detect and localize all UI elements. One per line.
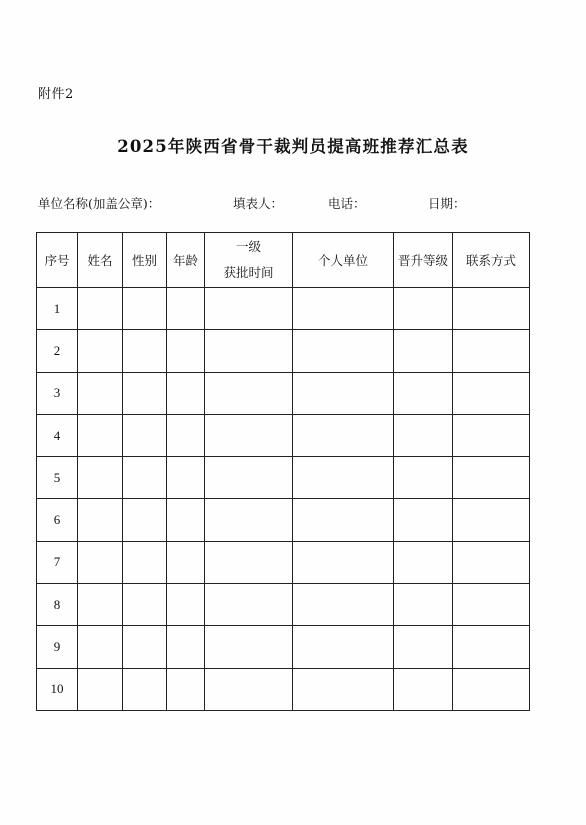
cell-promotion[interactable] (394, 668, 453, 710)
table-row (37, 541, 530, 583)
phone-label: 电话： (328, 196, 366, 211)
table-row (37, 288, 530, 330)
cell-gender[interactable] (123, 584, 167, 626)
cell-unit[interactable] (293, 584, 394, 626)
cell-index: 3 (37, 372, 78, 414)
header-index: 序号 (37, 233, 78, 288)
cell-gender[interactable] (123, 414, 167, 456)
table-row (37, 584, 530, 626)
cell-gender[interactable] (123, 499, 167, 541)
date-label: 日期： (428, 196, 466, 211)
cell-promotion[interactable] (394, 457, 453, 499)
header-level-approval-time (205, 233, 293, 288)
cell-promotion[interactable] (394, 584, 453, 626)
cell-name[interactable] (78, 668, 123, 710)
attachment-label: 附件2 (38, 87, 74, 102)
cell-contact[interactable] (453, 668, 530, 710)
unit-name-label: 单位名称(加盖公章)： (38, 196, 161, 211)
cell-contact[interactable] (453, 372, 530, 414)
header-level-line1: 一级 (235, 239, 261, 254)
table-row (37, 457, 530, 499)
table-row (37, 668, 530, 710)
page-title: 2025年陕西省骨干裁判员提高班推荐汇总表 (117, 137, 469, 156)
cell-unit[interactable] (293, 414, 394, 456)
cell-age[interactable] (167, 584, 205, 626)
cell-contact[interactable] (453, 626, 530, 668)
cell-approval-time[interactable] (205, 372, 293, 414)
cell-name[interactable] (78, 288, 123, 330)
header-promotion: 晋升等级 (394, 233, 453, 288)
cell-promotion[interactable] (394, 288, 453, 330)
cell-contact[interactable] (453, 330, 530, 372)
cell-approval-time[interactable] (205, 541, 293, 583)
table-row (37, 414, 530, 456)
cell-unit[interactable] (293, 288, 394, 330)
cell-contact[interactable] (453, 457, 530, 499)
cell-gender[interactable] (123, 288, 167, 330)
cell-name[interactable] (78, 457, 123, 499)
cell-approval-time[interactable] (205, 668, 293, 710)
cell-age[interactable] (167, 626, 205, 668)
cell-contact[interactable] (453, 414, 530, 456)
cell-age[interactable] (167, 457, 205, 499)
cell-name[interactable] (78, 541, 123, 583)
cell-contact[interactable] (453, 584, 530, 626)
cell-age[interactable] (167, 541, 205, 583)
cell-index: 1 (37, 288, 78, 330)
cell-promotion[interactable] (394, 626, 453, 668)
table-body (37, 288, 530, 711)
cell-approval-time[interactable] (205, 584, 293, 626)
cell-promotion[interactable] (394, 372, 453, 414)
cell-index: 5 (37, 457, 78, 499)
cell-name[interactable] (78, 414, 123, 456)
cell-promotion[interactable] (394, 541, 453, 583)
cell-age[interactable] (167, 372, 205, 414)
cell-unit[interactable] (293, 541, 394, 583)
cell-approval-time[interactable] (205, 288, 293, 330)
cell-gender[interactable] (123, 457, 167, 499)
cell-age[interactable] (167, 288, 205, 330)
cell-promotion[interactable] (394, 414, 453, 456)
table-row (37, 499, 530, 541)
cell-unit[interactable] (293, 499, 394, 541)
cell-age[interactable] (167, 668, 205, 710)
table-header-row (37, 233, 530, 288)
cell-contact[interactable] (453, 541, 530, 583)
cell-index: 10 (37, 668, 78, 710)
filler-label: 填表人： (233, 196, 284, 211)
cell-unit[interactable] (293, 372, 394, 414)
cell-unit[interactable] (293, 330, 394, 372)
cell-age[interactable] (167, 499, 205, 541)
cell-unit[interactable] (293, 457, 394, 499)
cell-name[interactable] (78, 584, 123, 626)
cell-gender[interactable] (123, 541, 167, 583)
cell-approval-time[interactable] (205, 457, 293, 499)
cell-index: 8 (37, 584, 78, 626)
header-gender: 性别 (123, 233, 167, 288)
cell-promotion[interactable] (394, 499, 453, 541)
cell-approval-time[interactable] (205, 414, 293, 456)
cell-name[interactable] (78, 626, 123, 668)
cell-age[interactable] (167, 330, 205, 372)
cell-gender[interactable] (123, 372, 167, 414)
cell-name[interactable] (78, 330, 123, 372)
header-name: 姓名 (78, 233, 123, 288)
cell-promotion[interactable] (394, 330, 453, 372)
cell-contact[interactable] (453, 288, 530, 330)
cell-index: 4 (37, 414, 78, 456)
recommendation-summary-table (36, 232, 530, 711)
cell-age[interactable] (167, 414, 205, 456)
table-row (37, 372, 530, 414)
table-row (37, 626, 530, 668)
cell-gender[interactable] (123, 626, 167, 668)
cell-contact[interactable] (453, 499, 530, 541)
cell-approval-time[interactable] (205, 499, 293, 541)
cell-name[interactable] (78, 499, 123, 541)
cell-approval-time[interactable] (205, 330, 293, 372)
header-level-line2: 获批时间 (223, 265, 274, 280)
cell-index: 6 (37, 499, 78, 541)
cell-index: 2 (37, 330, 78, 372)
header-contact: 联系方式 (453, 233, 530, 288)
header-unit: 个人单位 (293, 233, 394, 288)
cell-index: 7 (37, 541, 78, 583)
cell-gender[interactable] (123, 330, 167, 372)
cell-unit[interactable] (293, 668, 394, 710)
header-age: 年龄 (167, 233, 205, 288)
cell-name[interactable] (78, 372, 123, 414)
table-row (37, 330, 530, 372)
cell-gender[interactable] (123, 668, 167, 710)
cell-index: 9 (37, 626, 78, 668)
cell-unit[interactable] (293, 626, 394, 668)
cell-approval-time[interactable] (205, 626, 293, 668)
